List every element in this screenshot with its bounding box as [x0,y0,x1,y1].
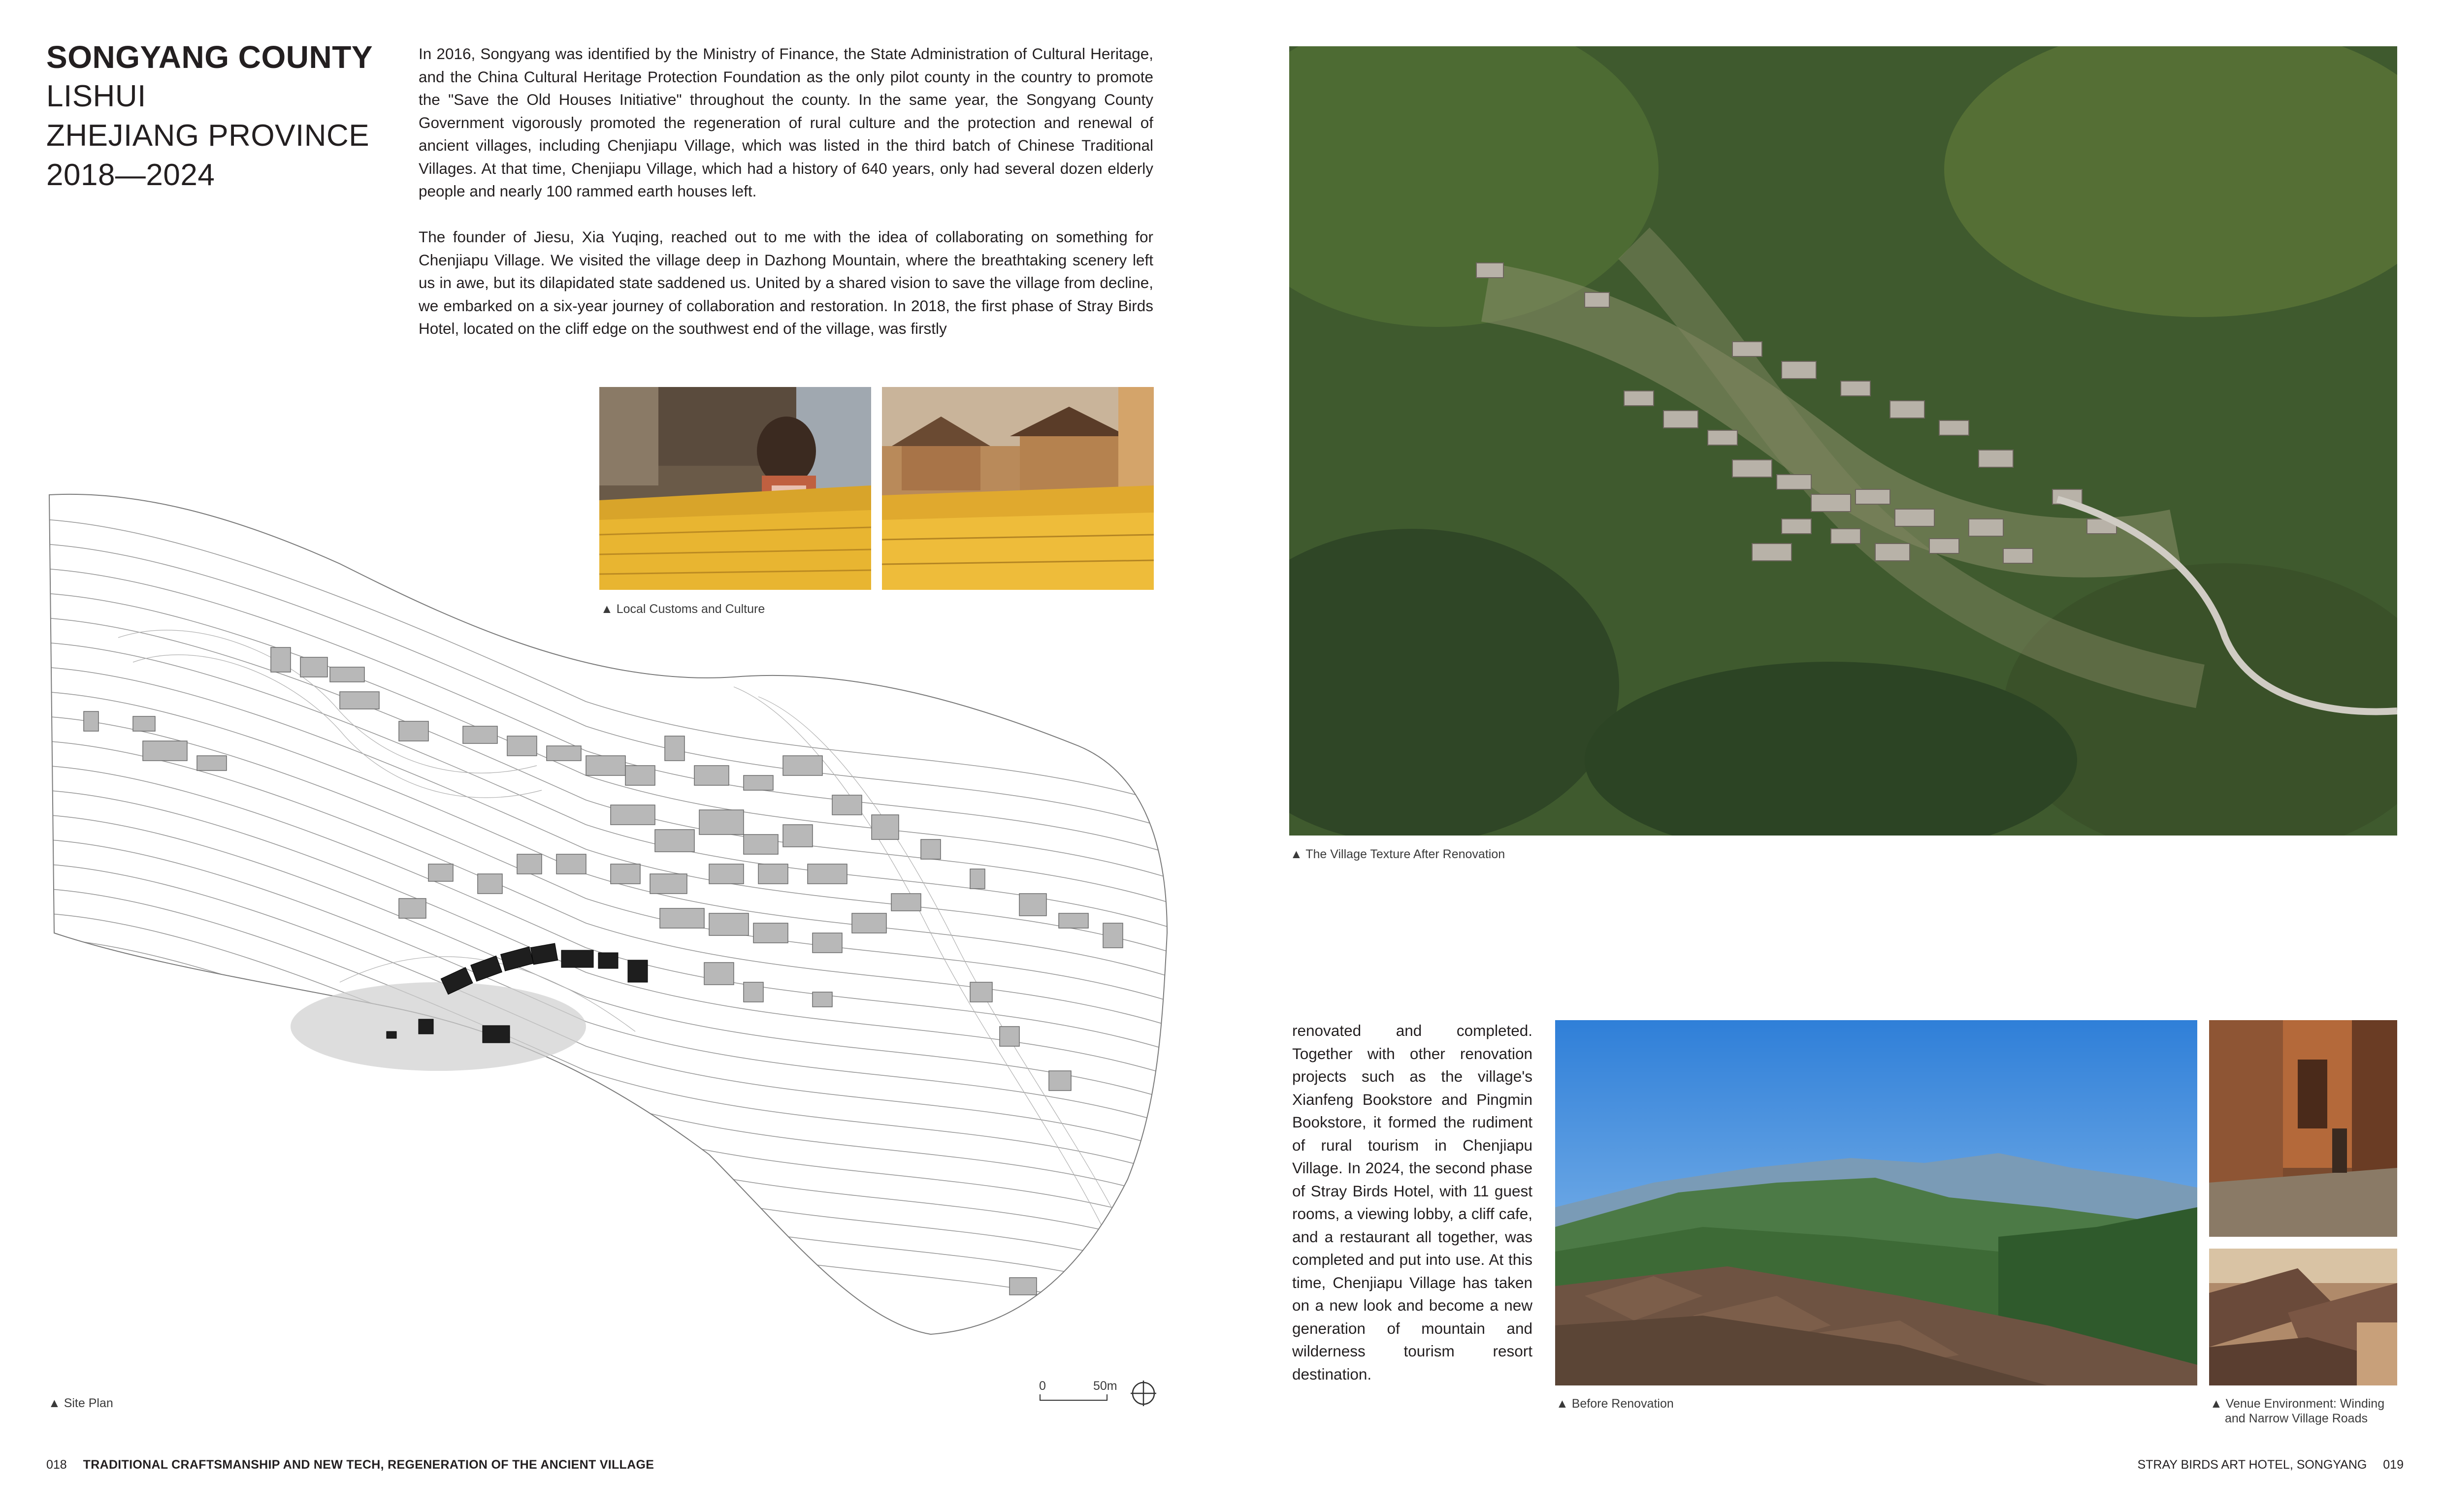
body-paragraph-3: renovated and completed. Together with other renovation projects such as the village's Xianfeng Bookstore and Pingmin Bookstore, it formed the rudiment of rural tourism in Chenjiapu Village. In 2024, the second phase of Stray Birds Hotel, with 11 guest rooms, a viewing lobby, a cliff cafe, and a restaurant all together, was completed and put into use. At this time, Chenjiapu Village has taken on a new look and become a new generation of mountain and wilderness tourism resort destination. [1292,1022,1532,1383]
scale-bar: 0 50m [1039,1379,1157,1418]
footer-left [46,1457,654,1472]
north-arrow-icon [1130,1380,1157,1407]
caption-village-texture: ▲ The Village Texture After Renovation [1290,847,1505,861]
photo-village-roofs [2209,1249,2397,1385]
photo-before-renovation [1555,1020,2197,1385]
body-paragraph-1: In 2016, Songyang was identified by the Ministry of Finance, the State Administration of Cultural Heritage, and the China Cultural Heritage Protection Foundation as the only pilot county in the country to promote the "Save the Old Houses Initiative" throughout the county. In the same year, the Songyang County Government vigorously promoted the regeneration of rural culture and the protection and renewal of ancient villages, including Chenjiapu Village, which was listed in the third batch of Chinese Traditional Villages. At that time, Chenjiapu Village, which had a history of 640 years, only had several dozen elderly people and nearly 100 rammed earth houses left. [419,45,1153,200]
page-number-left: 018 [46,1458,67,1472]
body-paragraph-2: The founder of Jiesu, Xia Yuqing, reached out to me with the idea of collaborating on something for Chenjiapu Village. We visited the village deep in Dazhong Mountain, where the breathtaking scenery left us in awe, but its dilapidated state saddened us. United by a shared vision to save the village from decline, we embarked on a six-year journey of collaboration and restoration. In 2018, the first phase of Stray Birds Hotel, located on the cliff edge on the southwest end of the village, was firstly [419,228,1153,337]
title-location-province: ZHEJIANG PROVINCE [46,119,370,153]
caption-before-renovation: ▲ Before Renovation [1556,1397,1674,1411]
triangle-up-icon: ▲ [601,602,613,616]
caption-customs: ▲ Local Customs and Culture [601,602,765,616]
page-title: SONGYANG COUNTY [46,39,373,75]
page-number-right: 019 [2383,1458,2404,1472]
site-plan-map [44,490,1172,1337]
triangle-up-icon: ▲ [1556,1397,1568,1411]
title-years: 2018—2024 [46,158,215,192]
triangle-up-icon: ▲ [2210,1397,2222,1411]
triangle-up-icon: ▲ [1290,847,1303,861]
footer-right [2137,1457,2404,1472]
triangle-up-icon: ▲ [48,1396,61,1410]
photo-narrow-alley [2209,1020,2397,1237]
caption-site-plan: ▲ Site Plan [48,1396,113,1410]
caption-venue-environment: ▲ Venue Environment: Winding and Narrow Village Roads [2210,1397,2385,1425]
title-location-city: LISHUI [46,79,146,113]
running-head-right: STRAY BIRDS ART HOTEL, SONGYANG [2137,1458,2367,1472]
title-block [46,37,391,195]
running-head-left: TRADITIONAL CRAFTSMANSHIP AND NEW TECH, REGENERATION OF THE ANCIENT VILLAGE [83,1458,654,1472]
photo-aerial-village [1289,46,2397,836]
